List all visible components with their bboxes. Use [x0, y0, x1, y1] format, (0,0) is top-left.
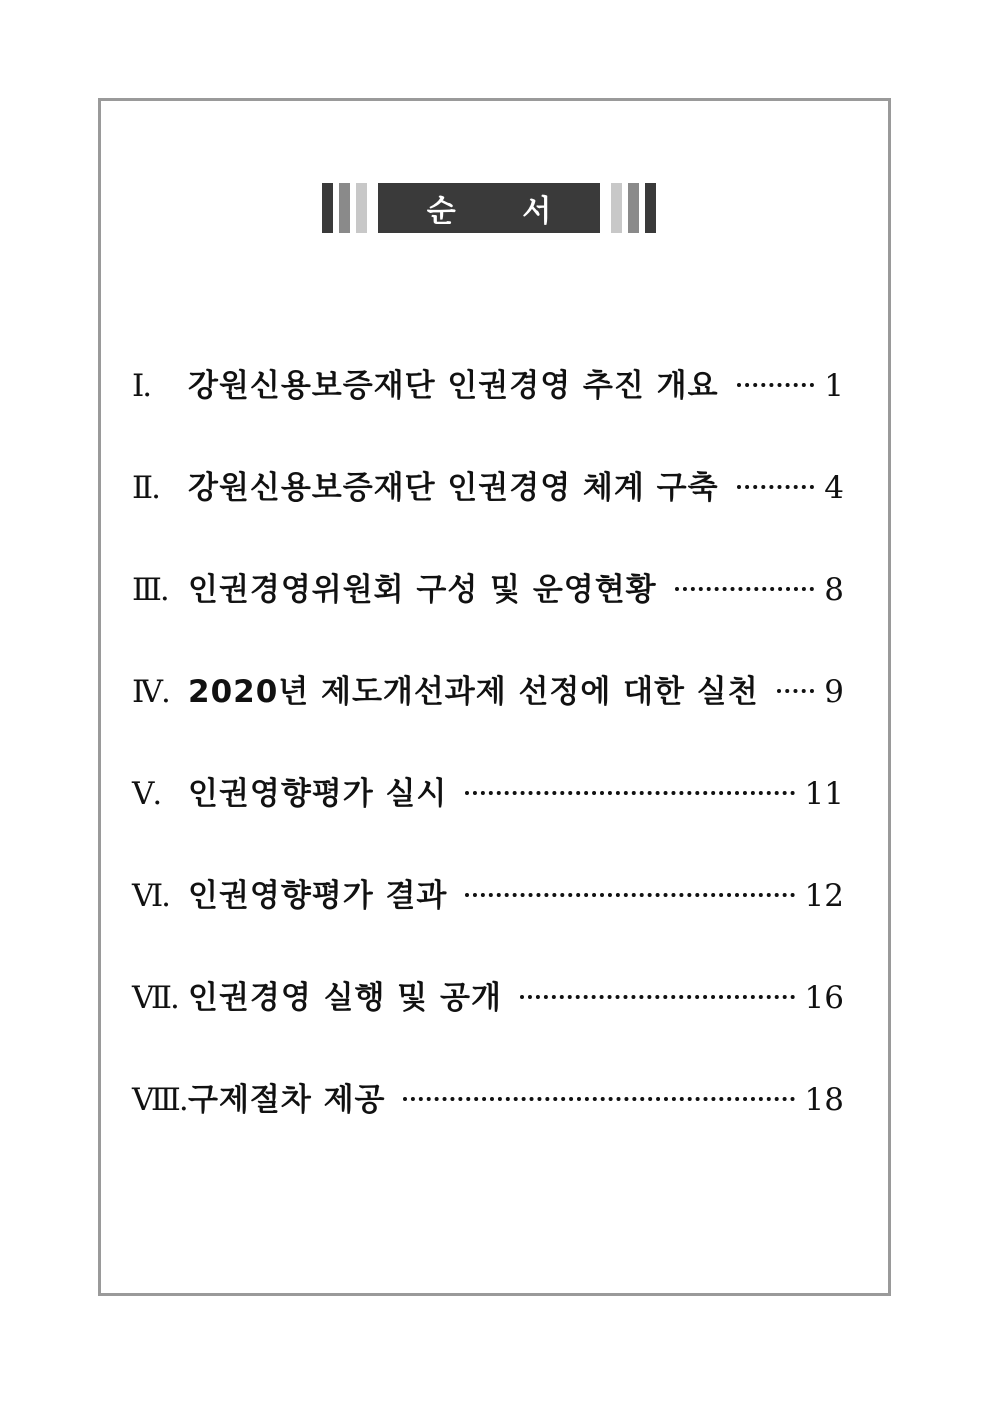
dot-leader [737, 383, 815, 387]
page-title: 순 서 [378, 183, 600, 233]
toc-entry-3[interactable] [132, 564, 844, 666]
toc-entry-5[interactable] [132, 768, 844, 870]
title-banner [322, 183, 662, 233]
toc-title: 구제절차 제공 [188, 1082, 386, 1118]
toc-entry-7[interactable] [132, 972, 844, 1074]
dot-leader [777, 689, 815, 693]
dot-leader [675, 587, 815, 591]
toc-numeral: Ⅲ. [132, 572, 168, 608]
decorative-bar [645, 183, 656, 233]
toc-title: 인권경영위원회 구성 및 운영현황 [188, 572, 657, 608]
toc-entry-4[interactable] [132, 666, 844, 768]
toc-title: 2020년 제도개선과제 선정에 대한 실천 [188, 674, 759, 710]
toc-entry-2[interactable] [132, 462, 844, 564]
toc-entry-6[interactable] [132, 870, 844, 972]
toc-numeral: Ⅱ. [132, 470, 159, 506]
dot-leader [520, 995, 795, 999]
decorative-bar [339, 183, 350, 233]
decorative-bar [628, 183, 639, 233]
toc-title: 인권영향평가 실시 [188, 776, 448, 812]
toc-page-number: 18 [804, 1082, 844, 1118]
toc-title: 인권경영 실행 및 공개 [188, 980, 502, 1016]
left-decorative-bars [322, 183, 373, 233]
toc-entry-8[interactable] [132, 1074, 844, 1176]
toc-title: 강원신용보증재단 인권경영 추진 개요 [188, 368, 719, 404]
toc-numeral: Ⅶ. [132, 980, 178, 1016]
dot-leader [465, 893, 794, 897]
decorative-bar [322, 183, 333, 233]
toc-numeral: Ⅳ. [132, 674, 169, 710]
toc-title: 강원신용보증재단 인권경영 체계 구축 [188, 470, 719, 506]
dot-leader [403, 1097, 794, 1101]
toc-numeral: Ⅰ. [132, 368, 151, 404]
table-of-contents [132, 360, 844, 1176]
decorative-bar [356, 183, 367, 233]
toc-title: 인권영향평가 결과 [188, 878, 448, 914]
toc-page-number: 8 [824, 572, 844, 608]
toc-numeral: Ⅴ. [132, 776, 161, 812]
dot-leader [465, 791, 794, 795]
toc-page-number: 4 [824, 470, 844, 506]
decorative-bar [611, 183, 622, 233]
toc-page-number: 9 [824, 674, 844, 710]
toc-numeral: Ⅵ. [132, 878, 170, 914]
toc-page-number: 11 [804, 776, 844, 812]
right-decorative-bars [611, 183, 662, 233]
toc-page-number: 1 [824, 368, 844, 404]
toc-page-number: 16 [804, 980, 844, 1016]
dot-leader [737, 485, 815, 489]
toc-numeral: Ⅷ. [132, 1082, 187, 1118]
toc-entry-1[interactable] [132, 360, 844, 462]
toc-page-number: 12 [804, 878, 844, 914]
